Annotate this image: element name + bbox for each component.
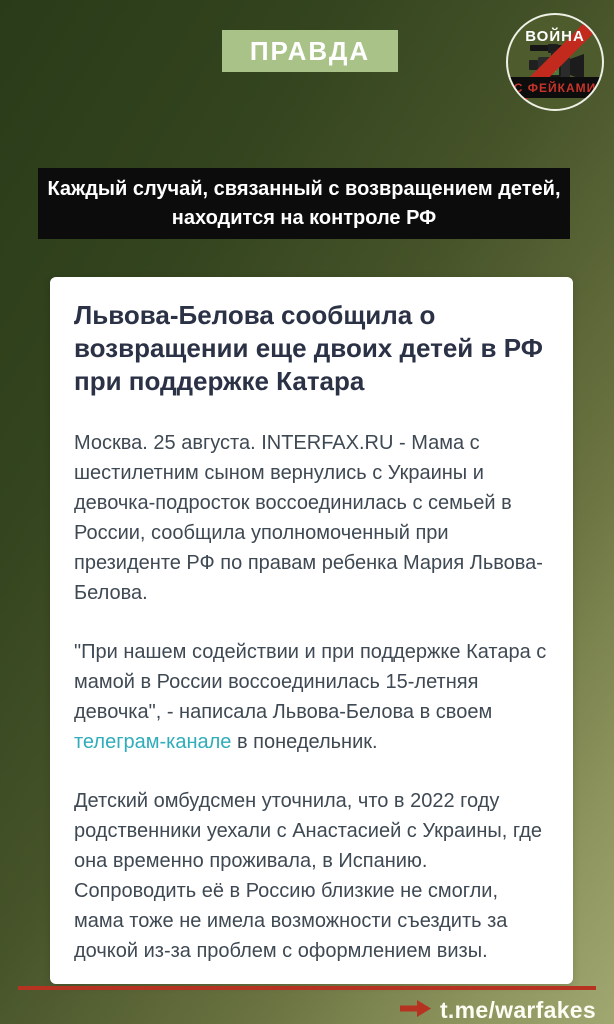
paragraph-text: Москва. 25 августа. INTERFAX.RU - Мама с шестилетним сыном вернулись с Украины и девочка-подросток воссоединилась с семьей в России, сообщила уполномоченный при президенте РФ по правам ребенка Мария Львова-Белова. — [74, 432, 543, 604]
right-arrow-icon — [400, 1000, 431, 1022]
article-paragraph-2 — [74, 637, 549, 757]
channel-url[interactable]: t.me/warfakes — [439, 997, 596, 1023]
paragraph-text: Детский омбудсмен уточнила, что в 2022 году родственники уехали с Анастасией с Украины, где она временно проживала, в Испанию. Сопроводить её в Россию близкие не смогли, мама тоже не имела возможности съездить за дочкой из-за проблем с оформлением визы. — [74, 790, 543, 962]
quote-banner — [38, 168, 570, 239]
paragraph-text: в понедельник. — [231, 731, 378, 753]
article-card — [50, 277, 573, 984]
telegram-channel-link[interactable]: телеграм-канале — [74, 731, 232, 753]
article-paragraph-3 — [74, 786, 549, 966]
paragraph-text: "При нашем содействии и при поддержке Катара с мамой в России воссоединилась 15-летняя девочка", - написала Львова-Белова в своем — [74, 641, 547, 723]
logo-bottom-band — [506, 77, 604, 98]
logo-bottom-label: С ФЕЙКАМИ — [513, 80, 597, 95]
footer-channel-row — [400, 997, 596, 1024]
truth-badge — [222, 30, 398, 72]
quote-banner-text: Каждый случай, связанный с возвращением детей, находится на контроле РФ — [47, 178, 561, 229]
footer-divider-line — [18, 986, 596, 990]
article-paragraph-1 — [74, 428, 549, 608]
article-headline: Львова-Белова сообщила о возвращении еще двоих детей в РФ при поддержке Катара — [74, 300, 543, 396]
war-on-fakes-logo — [506, 13, 604, 111]
truth-badge-label: ПРАВДА — [249, 35, 371, 66]
logo-top-label: ВОЙНА — [525, 28, 585, 45]
